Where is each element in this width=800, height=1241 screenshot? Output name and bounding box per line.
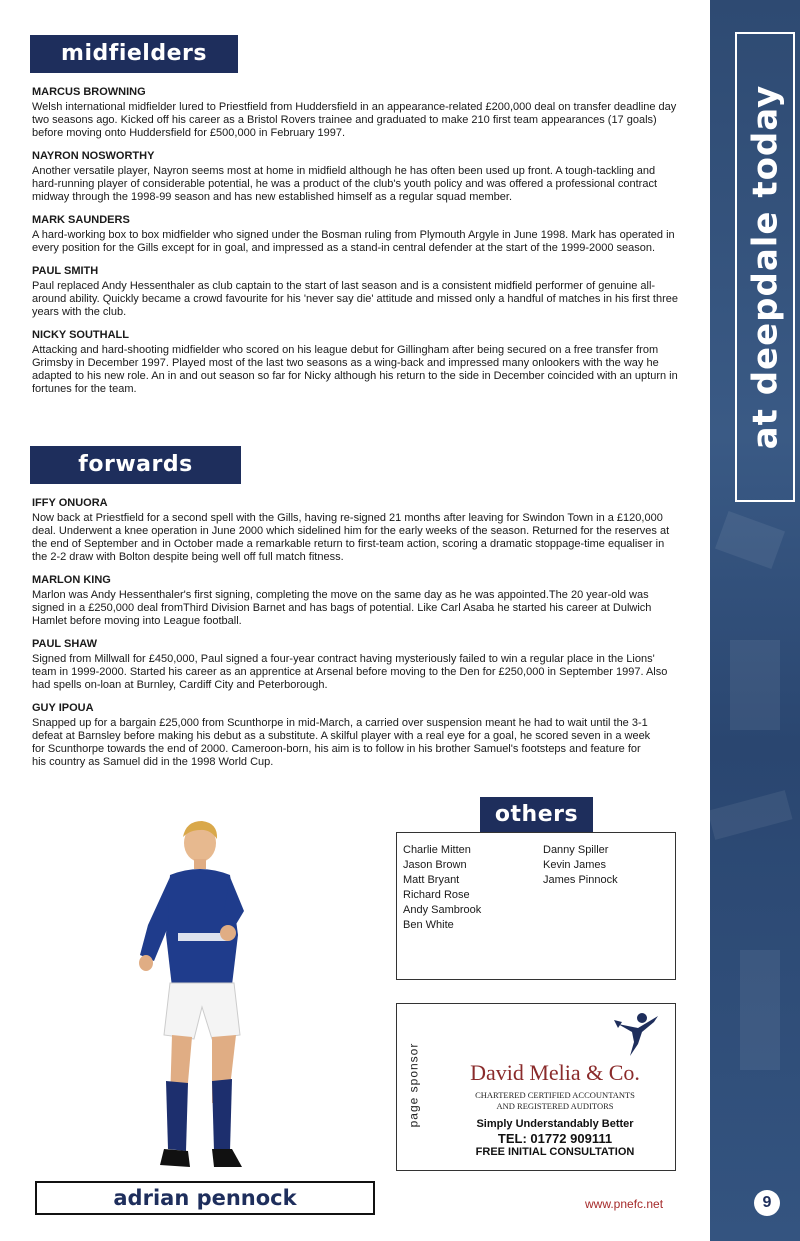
- player-entry: [32, 150, 682, 204]
- sidebar-title: at deepdale today: [745, 84, 786, 450]
- player-bio: Snapped up for a bargain £25,000 from Scunthorpe in mid-March, a carried over suspension meant he had to wait until the 3-1 defeat at Barnsley before making his debut as a substitute. A skilful player with a real eye for a goal, he scored seven in a week for Scunthorpe towards the end of 2000. Cameroon-born, his aim is to follow in his brother Samuel's footsteps and feature for his country as Samuel did in the 1998 World Cup.: [32, 717, 651, 768]
- player-bio: A hard-working box to box midfielder who signed under the Bosman ruling from Plymouth Argyle in June 1998. Mark has operated in every position for the Gills except for in goal, and impressed as a stand-in central defender at the start of the 1999-2000 season.: [32, 229, 675, 254]
- player-entry: [32, 702, 682, 769]
- player-caption: adrian pennock: [35, 1181, 375, 1215]
- player-entry: [32, 574, 682, 628]
- player-name: PAUL SHAW: [32, 638, 97, 650]
- player-entry: [32, 86, 682, 140]
- others-heading: others: [480, 797, 593, 833]
- player-name: MARCUS BROWNING: [32, 86, 146, 98]
- list-item: Andy Sambrook: [403, 904, 482, 916]
- midfielders-section: [32, 86, 682, 406]
- sponsor-offer: FREE INITIAL CONSULTATION: [475, 1146, 635, 1158]
- list-item: Jason Brown: [403, 859, 467, 871]
- player-name: IFFY ONUORA: [32, 497, 108, 509]
- sponsor-tagline: Simply Understandably Better: [476, 1118, 634, 1130]
- player-bio: Attacking and hard-shooting midfielder who scored on his league debut for Gillingham after being secured on a free transfer from Grimsby in December 1997. Played most of the last two seasons as a wing-back and impressed many onlookers with the way he adapted to his new role. An in and out season so far for Nicky although his return to the side in December coincided with an upturn in fortunes for the team.: [32, 344, 678, 395]
- sponsor-label: page sponsor: [406, 1042, 421, 1128]
- list-item: Ben White: [403, 919, 454, 931]
- page-number: 9: [754, 1190, 780, 1216]
- player-name: PAUL SMITH: [32, 265, 99, 277]
- sponsor-name: David Melia & Co.: [470, 1060, 640, 1085]
- player-photo: [120, 815, 270, 1180]
- player-name: MARK SAUNDERS: [32, 214, 130, 226]
- forwards-section: [32, 497, 682, 779]
- player-name: NAYRON NOSWORTHY: [32, 150, 155, 162]
- list-item: Kevin James: [543, 859, 606, 871]
- list-item: Matt Bryant: [403, 874, 460, 886]
- others-box: [396, 832, 676, 980]
- list-item: Danny Spiller: [543, 844, 609, 856]
- player-bio: Welsh international midfielder lured to Priestfield from Huddersfield in an appearance-related £200,000 deal on transfer deadline day two seasons ago. Kicked off his career as a Bristol Rovers trainee and graduated to make 210 first team appearances (17 goals) before moving onto Huddersfield for £500,000 in February 1997.: [32, 101, 677, 139]
- player-entry: [32, 265, 682, 319]
- sponsor-logo-icon: [608, 1010, 664, 1058]
- player-entry: [32, 497, 682, 564]
- player-name: MARLON KING: [32, 574, 111, 586]
- midfielders-heading: midfielders: [30, 35, 238, 73]
- player-bio: Now back at Priestfield for a second spell with the Gills, having re-signed 21 months after leaving for Swindon Town in a £120,000 deal. Underwent a knee operation in June 2000 which sidelined him for the early weeks of the season. Returned for the reserves at the end of September and in October made a remarkable return to first-team action, scoring a dramatic stoppage-time equaliser in the 2-2 draw with Bolton despite being well off full match fitness.: [32, 512, 670, 563]
- player-entry: [32, 329, 682, 396]
- list-item: James Pinnock: [543, 874, 618, 886]
- player-entry: [32, 638, 682, 692]
- others-list-left: [403, 843, 481, 933]
- website-url: www.pnefc.net: [585, 1197, 664, 1211]
- player-name: NICKY SOUTHALL: [32, 329, 129, 341]
- player-bio: Signed from Millwall for £450,000, Paul signed a four-year contract having mysteriously failed to win a regular place in the Lions' team in 1999-2000. Started his career as an apprentice at Arsenal before moving to the Den for £250,000 in September 1997. Also had spells on-loan at Burnley, Cardiff City and Peterborough.: [32, 653, 668, 691]
- list-item: Richard Rose: [403, 889, 470, 901]
- sponsor-telephone: TEL: 01772 909111: [497, 1131, 613, 1146]
- player-entry: [32, 214, 682, 255]
- player-bio: Paul replaced Andy Hessenthaler as club captain to the start of last season and is a consistent midfield performer of genuine all-around ability. Quickly became a crowd favourite for his 'never say die' attitude and missed only a handful of matches in his first three years with the club.: [32, 280, 678, 318]
- player-bio: Another versatile player, Nayron seems most at home in midfield although he has often been used up front. A tough-tackling and hard-running player of considerable potential, he was a product of the club's youth policy and was offered a professional contract midway through the 1998-99 season and has new established himself as a regular squad member.: [32, 165, 657, 203]
- forwards-heading: forwards: [30, 446, 241, 484]
- list-item: Charlie Mitten: [403, 844, 471, 856]
- player-bio: Marlon was Andy Hessenthaler's first signing, completing the move on the same day as he was appointed.The 20 year-old was signed in a £250,000 deal fromThird Division Barnet and has bags of potential. Like Carl Asaba he started his career at Dulwich Hamlet before moving into League football.: [32, 589, 652, 627]
- player-name: GUY IPOUA: [32, 702, 94, 714]
- others-list-right: [543, 843, 618, 888]
- sponsor-description: CHARTERED CERTIFIED ACCOUNTANTS AND REGISTERED AUDITORS: [475, 1090, 635, 1111]
